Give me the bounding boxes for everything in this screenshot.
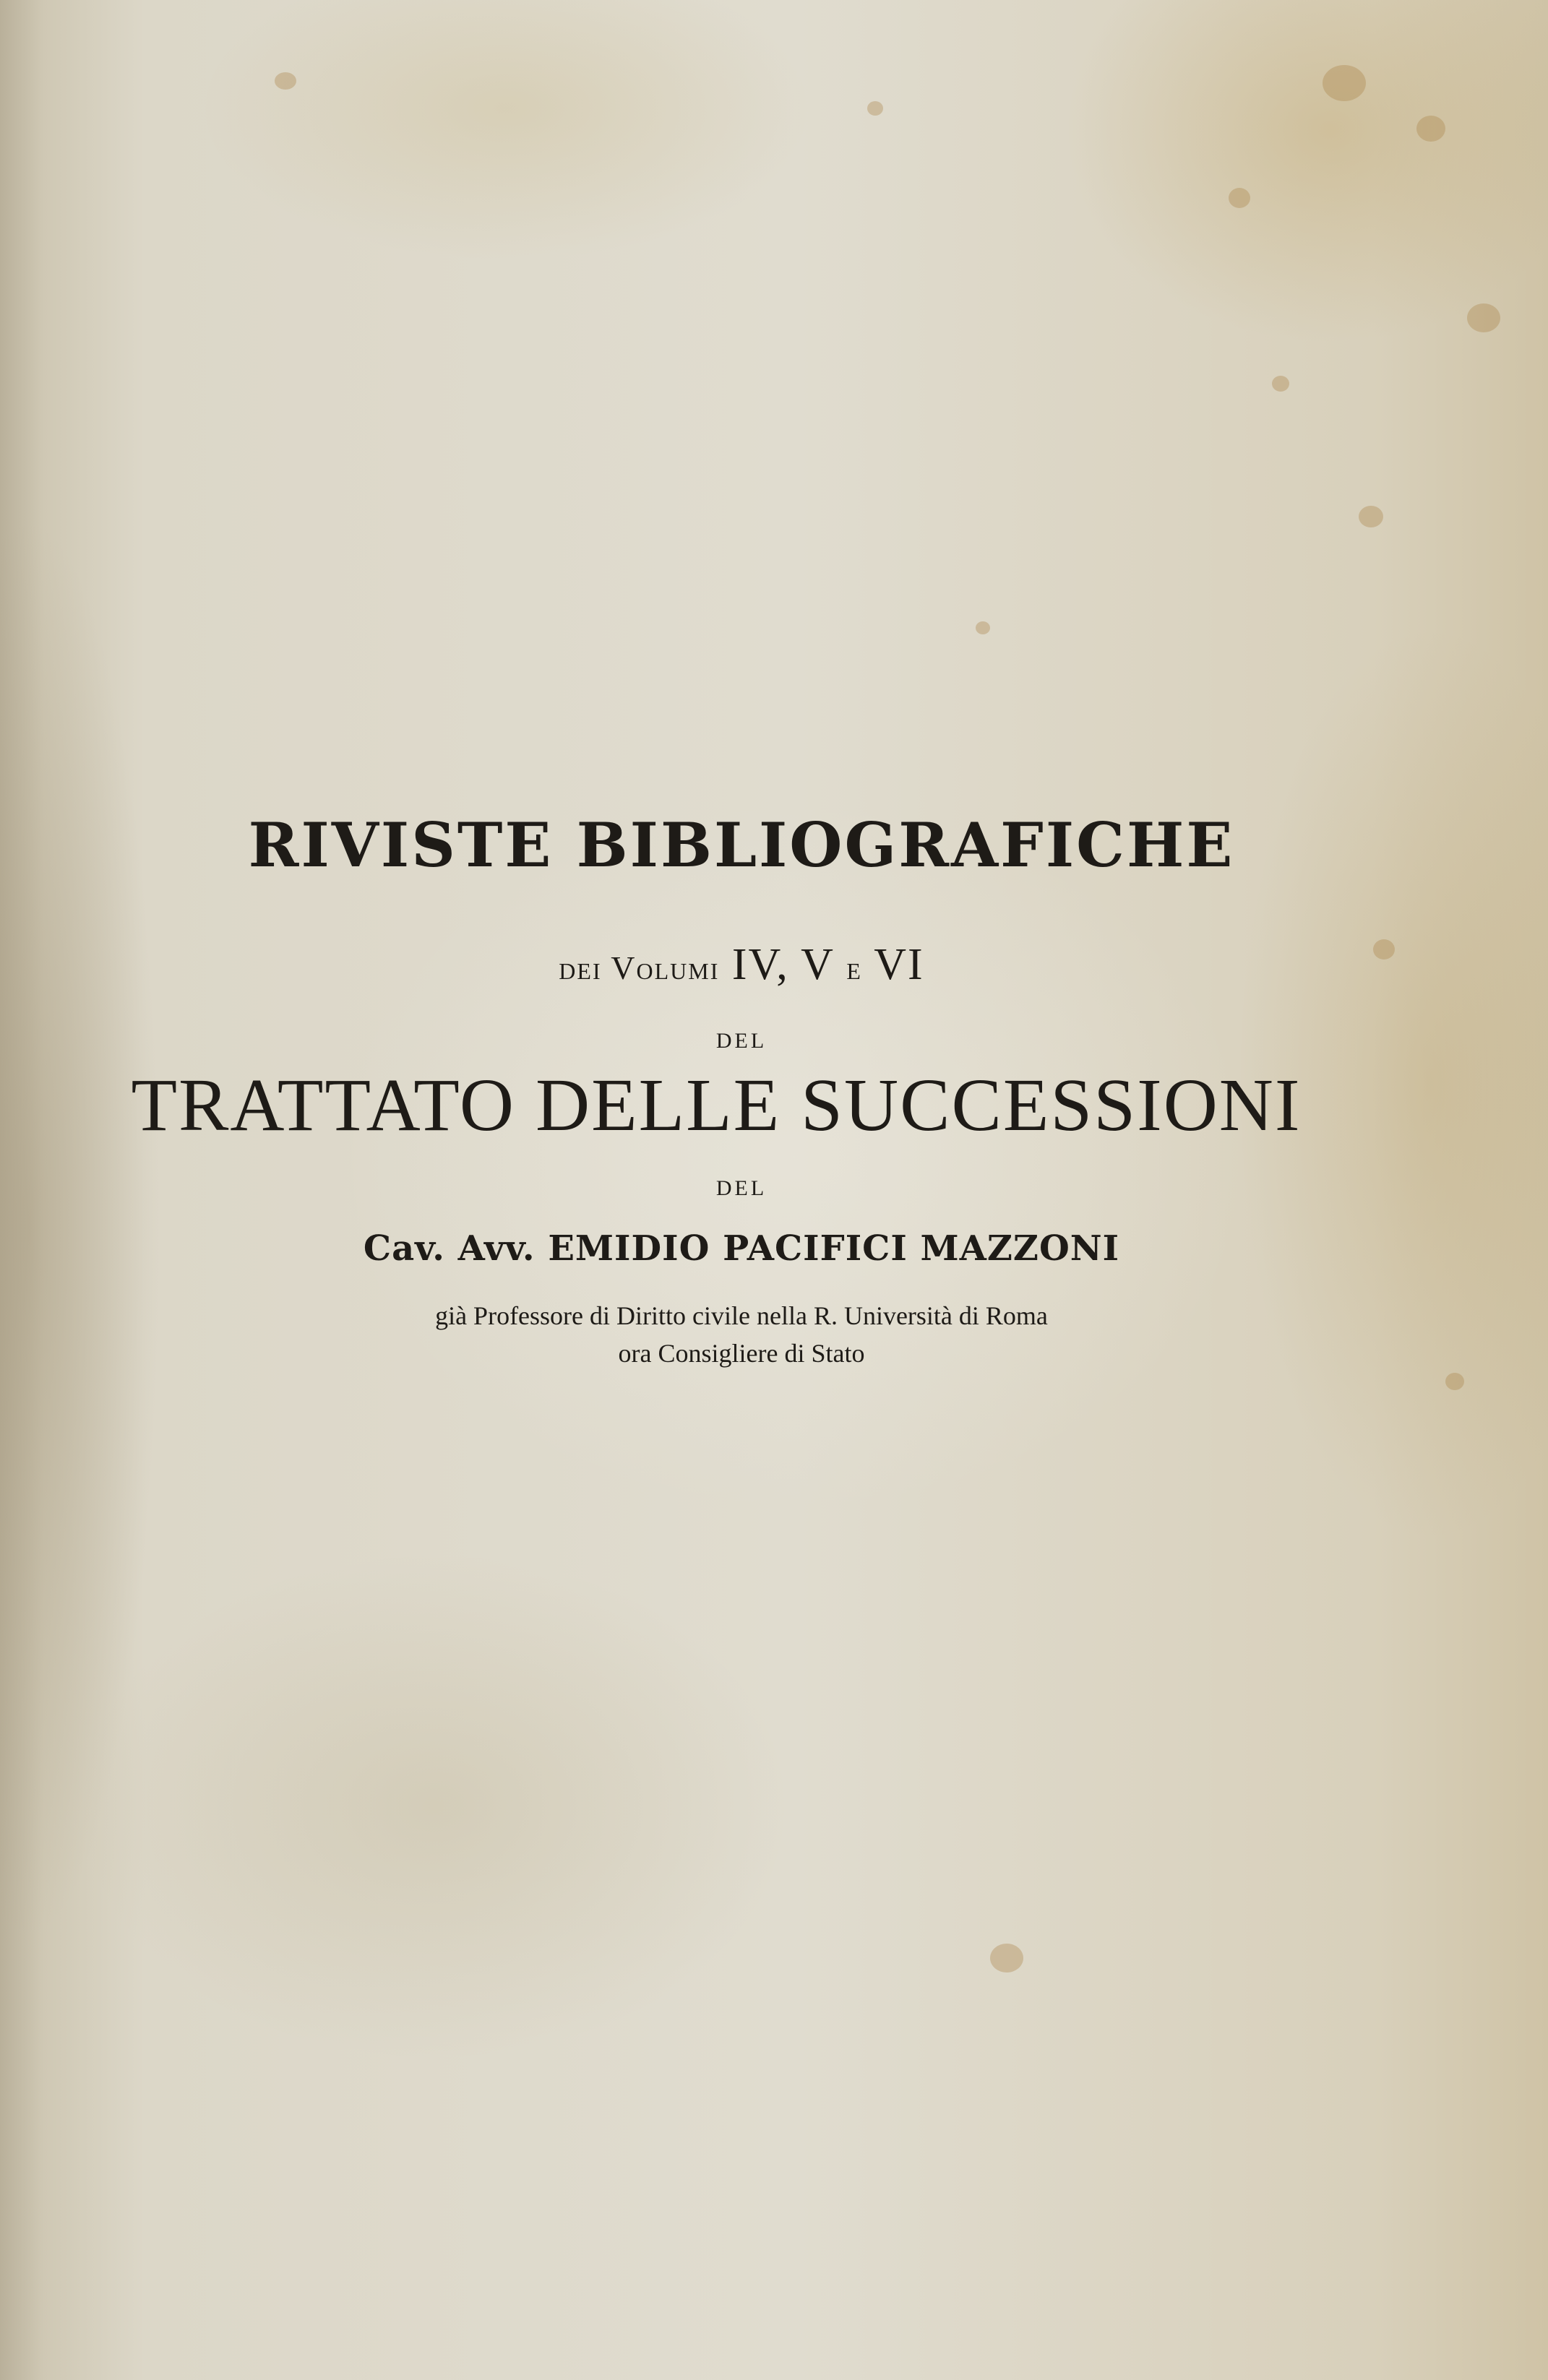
author-name: Cav. Avv. EMIDIO PACIFICI MAZZONI bbox=[363, 1228, 1120, 1269]
foxing-spot bbox=[275, 72, 296, 90]
author-affiliation: ora Consigliere di Stato bbox=[618, 1339, 865, 1368]
foxing-spot bbox=[1416, 116, 1445, 142]
del-label: DEL bbox=[715, 1176, 767, 1200]
foxing-spot bbox=[1445, 1373, 1464, 1390]
foxing-spot bbox=[976, 621, 990, 634]
foxing-spot bbox=[1229, 188, 1250, 208]
foxing-spot bbox=[867, 101, 883, 116]
volumes-line bbox=[0, 939, 1515, 991]
volumes-conj: e bbox=[846, 949, 862, 986]
volumes-last: VI bbox=[874, 940, 924, 989]
foxing-spot bbox=[1359, 506, 1383, 527]
volumes-prefix: dei Volumi bbox=[559, 949, 720, 986]
foxing-spot bbox=[990, 1944, 1023, 1972]
heading: RIVISTE BIBLIOGRAFICHE bbox=[248, 809, 1235, 881]
foxing-spot bbox=[1467, 303, 1500, 332]
main-title: TRATTATO DELLE SUCCESSIONI bbox=[131, 1064, 1302, 1147]
foxing-spot bbox=[1323, 65, 1366, 101]
author-affiliation: già Professore di Diritto civile nella R. Università di Roma bbox=[435, 1301, 1048, 1330]
del-label: DEL bbox=[715, 1029, 767, 1053]
volumes-numbers: IV, V bbox=[731, 940, 834, 989]
foxing-spot bbox=[1272, 376, 1289, 392]
